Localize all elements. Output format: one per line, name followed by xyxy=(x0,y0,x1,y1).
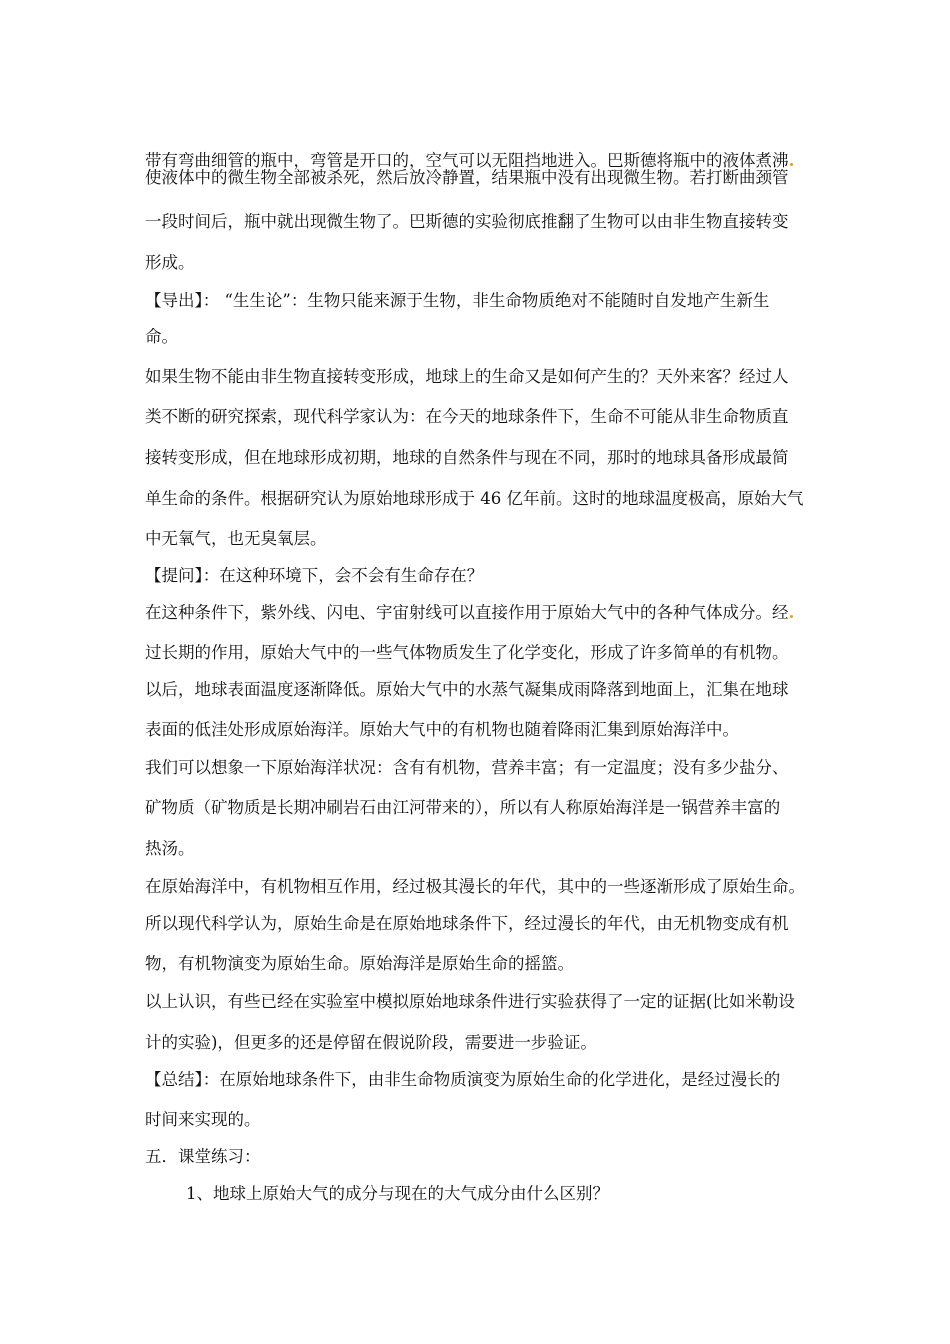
line-text: 接转变形成，但在地球形成初期，地球的自然条件与现在不同，那时的地球具备形成最简 xyxy=(145,448,789,467)
line-text: 所以现代科学认为，原始生命是在原始地球条件下，经过漫长的年代，由无机物变成有机 xyxy=(145,914,789,933)
line-text: 单生命的条件。根据研究认为原始地球形成于 46 亿年前。这时的地球温度极高，原始大气 xyxy=(145,489,804,508)
text-line xyxy=(145,528,327,550)
line-text: 表面的低洼处形成原始海洋。原始大气中的有机物也随着降雨汇集到原始海洋中。 xyxy=(145,720,739,739)
mark-dot xyxy=(790,615,793,618)
line-text: 在这种条件下，紫外线、闪电、宇宙射线可以直接作用于原始大气中的各种气体成分。经 xyxy=(145,603,789,622)
text-line xyxy=(145,679,789,701)
text-line xyxy=(145,1032,597,1054)
text-line xyxy=(145,366,789,388)
line-text: 形成。 xyxy=(145,253,195,272)
line-text: 热汤。 xyxy=(145,839,195,858)
line-text: 过长期的作用，原始大气中的一些气体物质发生了化学变化，形成了许多简单的有机物。 xyxy=(145,643,789,662)
section-heading xyxy=(145,1146,261,1168)
line-text: 【提问】：在这种环境下，会不会有生命存在？ xyxy=(145,566,484,585)
line-text: 中无氧气，也无臭氧层。 xyxy=(145,529,327,548)
text-line xyxy=(145,602,793,624)
line-text: 计的实验)，但更多的还是停留在假说阶段，需要进一步验证。 xyxy=(145,1033,597,1052)
text-line xyxy=(145,211,789,233)
text-line xyxy=(145,953,574,975)
line-text: 五．课堂练习： xyxy=(145,1147,261,1166)
text-line xyxy=(145,757,789,779)
text-line xyxy=(145,447,789,469)
line-text: 以上认识，有些已经在实验室中模拟原始地球条件进行实验获得了一定的证据(比如米勒设 xyxy=(145,992,795,1011)
text-line xyxy=(145,719,739,741)
mark-dot xyxy=(790,163,793,166)
text-line xyxy=(145,642,789,664)
line-text: 使液体中的微生物全部被杀死，然后放冷静置，结果瓶中没有出现微生物。若打断曲颈管 xyxy=(145,168,789,187)
text-line xyxy=(145,1069,780,1091)
line-text: 我们可以想象一下原始海洋状况：含有有机物，营养丰富；有一定温度；没有多少盐分、 xyxy=(145,758,789,777)
text-line xyxy=(145,1109,261,1131)
line-text: 矿物质（矿物质是长期冲刷岩石由江河带来的），所以有人称原始海洋是一锅营养丰富的 xyxy=(145,798,781,817)
text-line xyxy=(145,406,789,428)
text-line xyxy=(145,290,769,312)
exercise-item xyxy=(186,1183,609,1205)
text-line xyxy=(145,326,178,348)
line-text: 1、地球上原始大气的成分与现在的大气成分由什么区别？ xyxy=(186,1184,609,1203)
text-line xyxy=(145,252,195,274)
text-line xyxy=(145,876,805,898)
line-text: 以后，地球表面温度逐渐降低。原始大气中的水蒸气凝集成雨降落到地面上，汇集在地球 xyxy=(145,680,789,699)
text-line xyxy=(145,565,483,587)
text-line xyxy=(145,488,804,510)
line-text: 【总结】：在原始地球条件下，由非生命物质演变为原始生命的化学进化，是经过漫长的 xyxy=(145,1070,781,1089)
line-text: 类不断的研究探索，现代科学家认为：在今天的地球条件下，生命不可能从非生命物质直 xyxy=(145,407,789,426)
text-line xyxy=(145,991,795,1013)
text-line xyxy=(145,838,195,860)
line-text: 一段时间后，瓶中就出现微生物了。巴斯德的实验彻底推翻了生物可以由非生物直接转变 xyxy=(145,212,789,231)
text-line xyxy=(145,167,789,189)
line-text: 在原始海洋中，有机物相互作用，经过极其漫长的年代，其中的一些逐渐形成了原始生命。 xyxy=(145,877,805,896)
line-text: 物，有机物演变为原始生命。原始海洋是原始生命的摇篮。 xyxy=(145,954,574,973)
line-text: 带有弯曲细管的瓶中，弯管是开口的，空气可以无阻挡地进入。巴斯德将瓶中的液体煮沸 xyxy=(145,151,789,170)
text-line xyxy=(145,797,780,819)
text-line xyxy=(145,913,789,935)
line-text: 命。 xyxy=(145,327,178,346)
line-text: 【导出】： “生生论”：生物只能来源于生物，非生命物质绝对不能随时自发地产生新生 xyxy=(145,291,770,310)
line-text: 时间来实现的。 xyxy=(145,1110,261,1129)
line-text: 如果生物不能由非生物直接转变形成，地球上的生命又是如何产生的？天外来客？经过人 xyxy=(145,367,789,386)
